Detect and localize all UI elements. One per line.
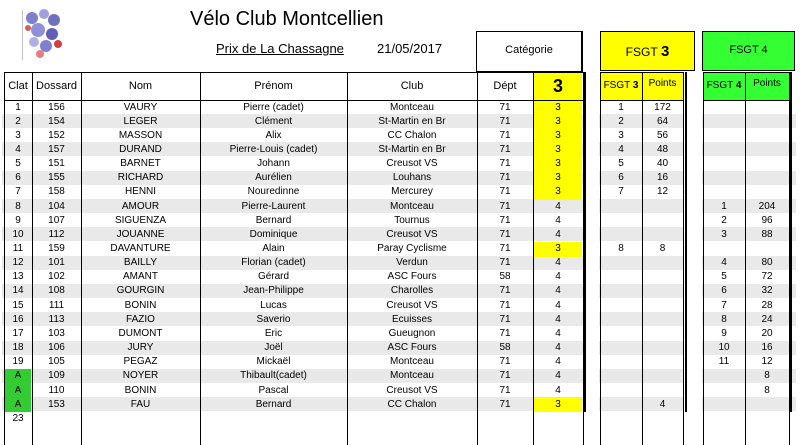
header-dept: Dépt (493, 80, 517, 92)
cell-prenom: Jean-Philippe (243, 285, 304, 297)
header-club: Club (400, 80, 424, 92)
cell-r3: 3 (618, 129, 624, 141)
cell-r4: 4 (721, 257, 727, 269)
cell-dept: 71 (499, 285, 511, 297)
cell-r4: 11 (718, 356, 730, 368)
header-prenom: Prénom (254, 80, 293, 92)
cell-cat: 4 (555, 342, 561, 354)
cell-p3: 12 (656, 186, 669, 198)
cell-p4: 88 (761, 228, 773, 240)
cell-prenom: Eric (264, 327, 283, 339)
fsgt3-label-num: 3 (661, 43, 670, 60)
cell-dossard: 101 (48, 257, 65, 269)
cell-club: Tournus (394, 214, 430, 226)
cell-prenom: Nouredinne (247, 186, 300, 198)
cell-clat: 18 (12, 342, 24, 354)
cell-p3: 40 (656, 158, 669, 170)
cell-prenom: Bernard (255, 398, 292, 410)
cell-prenom: Gérard (257, 271, 290, 283)
cell-r4: 5 (721, 271, 727, 283)
cell-clat: 6 (15, 172, 21, 184)
cell-club: St-Martin en Br (378, 115, 446, 127)
cell-prenom: Johann (257, 158, 290, 170)
header-fsgt3-points: Points (648, 78, 677, 89)
cell-club: Ecuisses (391, 313, 432, 325)
cell-prenom: Joël (264, 342, 283, 354)
cell-dept: 71 (499, 115, 511, 127)
column-gap (584, 72, 599, 412)
cell-dept: 71 (499, 101, 511, 113)
cell-p3: 4 (659, 398, 666, 410)
cell-cat: 4 (555, 214, 561, 226)
header-fsgt4-points: Points (753, 78, 781, 89)
header-fsgt3-num: 3 (632, 80, 639, 91)
cell-nom: RICHARD (117, 172, 164, 184)
cell-prenom: Alain (262, 243, 285, 254)
category-label: Catégorie (505, 44, 553, 56)
cell-cat: 4 (555, 313, 561, 325)
cell-r4: 9 (721, 327, 727, 339)
cell-dept: 71 (499, 158, 511, 170)
cell-nom: FAU (130, 398, 151, 410)
cell-p4: 24 (761, 313, 773, 325)
cell-dossard: 110 (48, 384, 65, 396)
cell-dossard: 158 (48, 186, 65, 198)
cell-clat: 16 (12, 313, 24, 325)
cell-cat: 4 (555, 356, 561, 368)
cell-cat: 4 (555, 299, 561, 311)
cell-prenom: Mickaël (256, 356, 291, 368)
cell-nom: HENNI (124, 186, 157, 198)
cell-cat: 4 (555, 200, 561, 212)
cell-nom: BONIN (124, 299, 157, 311)
cell-dossard: 103 (48, 327, 65, 339)
cell-prenom: Pascal (258, 384, 289, 396)
cell-p3: 16 (656, 172, 669, 184)
cell-dept: 71 (499, 228, 511, 240)
cell-cat: 4 (555, 228, 561, 240)
fsgt3-label-text: FSGT (625, 45, 658, 59)
cell-club: Creusot VS (386, 158, 438, 170)
cell-nom: PEGAZ (123, 356, 158, 368)
cell-p4: 28 (761, 299, 773, 311)
cell-dept: 71 (499, 370, 511, 382)
category-box (476, 31, 583, 73)
cell-nom: AMOUR (121, 200, 160, 212)
cell-nom: GOURGIN (116, 285, 165, 297)
cell-dossard: 109 (48, 370, 65, 382)
fsgt3-box (600, 31, 695, 71)
cell-cat: 3 (555, 115, 561, 127)
cell-cat: 3 (555, 143, 561, 155)
cell-cat: 4 (555, 271, 561, 283)
cell-clat: 4 (15, 143, 21, 155)
header-fsgt3-text: FSGT (603, 80, 633, 91)
cell-dept: 71 (499, 384, 511, 396)
cell-p4: 8 (764, 370, 770, 382)
race-name: Prix de La Chassagne (216, 41, 344, 56)
cell-dept: 58 (499, 271, 511, 283)
cell-dossard: 108 (48, 285, 65, 297)
cell-dossard: 107 (48, 214, 65, 226)
cell-dossard: 104 (48, 200, 65, 212)
cell-dept: 71 (499, 129, 511, 141)
cell-dept: 71 (499, 398, 511, 410)
header-fsgt4-text: FSGT (706, 80, 736, 91)
cell-dossard: 151 (48, 158, 65, 170)
cell-nom: AMANT (123, 271, 158, 283)
cell-cat: 3 (555, 243, 561, 254)
cell-club: ASC Fours (387, 342, 437, 354)
cell-r3: 5 (618, 158, 624, 170)
cell-r4: 2 (721, 214, 727, 226)
cell-club: Gueugnon (388, 327, 436, 339)
cell-prenom: Thibault(cadet) (240, 370, 307, 382)
cell-dept: 71 (499, 143, 511, 155)
cell-nom: SIGUENZA (114, 214, 167, 226)
cell-club: Paray Cyclisme (377, 243, 447, 254)
cell-p3: 56 (656, 129, 669, 141)
cell-clat: 5 (15, 158, 21, 170)
cell-dossard: 156 (48, 101, 65, 113)
cell-dossard: 106 (48, 342, 65, 354)
cell-p4: 20 (761, 327, 773, 339)
cell-dossard: 105 (48, 356, 65, 368)
cell-dept: 71 (499, 327, 511, 339)
cell-prenom: Pierre-Laurent (241, 200, 306, 212)
cell-nom: FAZIO (126, 313, 155, 325)
cell-club: Charolles (390, 285, 434, 297)
cell-prenom: Clément (254, 115, 293, 127)
fsgt3-label (601, 43, 694, 60)
cell-club: Mercurey (391, 186, 433, 198)
cell-cat: 4 (555, 285, 561, 297)
cell-r4: 7 (721, 299, 727, 311)
header-dossard: Dossard (36, 80, 77, 92)
grid-line (703, 72, 790, 73)
cell-club: CC Chalon (387, 129, 437, 141)
cell-cat: 4 (555, 384, 561, 396)
cell-dossard: 159 (48, 243, 65, 254)
cell-cat: 3 (555, 101, 561, 113)
cell-clat: 7 (15, 186, 21, 198)
cell-prenom: Dominique (249, 228, 298, 240)
cell-p4: 16 (761, 342, 773, 354)
cell-cat: 3 (555, 186, 561, 198)
header-fsgt3-rank (600, 80, 642, 91)
cell-clat: 8 (15, 200, 21, 212)
cell-club: Creusot VS (386, 299, 438, 311)
cell-r3: 4 (618, 143, 624, 155)
cell-clat: A (14, 370, 22, 382)
cell-dossard: 113 (48, 313, 65, 325)
cell-clat: 2 (15, 115, 21, 127)
cell-clat: 10 (12, 228, 24, 240)
cell-dossard: 111 (48, 299, 65, 311)
cell-dept: 71 (499, 200, 511, 212)
cell-dept: 71 (499, 243, 511, 254)
page-title: Vélo Club Montcellien (190, 8, 384, 30)
cell-nom: DAVANTURE (110, 243, 171, 254)
cell-clat: 13 (12, 271, 24, 283)
cell-dossard: 102 (48, 271, 65, 283)
grid-line (584, 72, 586, 412)
cell-p3: 48 (656, 143, 669, 155)
cell-club: Verdun (396, 257, 428, 269)
race-date: 21/05/2017 (377, 41, 443, 56)
cell-nom: NOYER (122, 370, 159, 382)
header-nom: Nom (128, 80, 153, 92)
cell-nom: BAILLY (123, 257, 158, 269)
cell-r4: 3 (721, 228, 727, 240)
cell-prenom: Florian (cadet) (241, 257, 306, 269)
fsgt4-label: FSGT 4 (729, 44, 768, 56)
cell-cat: 3 (555, 398, 561, 410)
cell-clat: A (14, 384, 22, 396)
cell-dept: 71 (499, 257, 511, 269)
cell-r4: 8 (721, 313, 727, 325)
cell-nom: JOUANNE (116, 228, 165, 240)
cell-dossard: 152 (48, 129, 65, 141)
grid-line (703, 100, 790, 101)
cell-prenom: Alix (265, 129, 282, 141)
cell-prenom: Pierre-Louis (cadet) (229, 143, 318, 155)
cell-p4: 80 (761, 257, 773, 269)
cell-dept: 71 (499, 186, 511, 198)
cell-clat: 19 (12, 356, 24, 368)
cell-r3: 7 (618, 186, 624, 198)
cell-club: CC Chalon (387, 398, 437, 410)
cell-nom: JURY (127, 342, 154, 354)
cell-dept: 71 (499, 356, 511, 368)
cell-nom: DURAND (119, 143, 162, 155)
cell-dept: 71 (499, 214, 511, 226)
cell-clat: 9 (15, 214, 21, 226)
cell-cat: 4 (555, 370, 561, 382)
cell-p3: 8 (659, 243, 666, 254)
cell-r3: 8 (618, 243, 624, 254)
club-logo (20, 2, 68, 66)
cell-r4: 10 (718, 342, 730, 354)
cell-dossard: 157 (48, 143, 65, 155)
cell-dossard: 153 (48, 398, 65, 410)
cell-nom: MASSON (118, 129, 163, 141)
cell-p4: 32 (761, 285, 773, 297)
cell-cat: 3 (555, 129, 561, 141)
cell-club: Montceau (390, 370, 434, 382)
cell-dept: 71 (499, 313, 511, 325)
cell-clat: 12 (12, 257, 24, 269)
fsgt4-box (702, 31, 795, 71)
cell-club: Montceau (390, 200, 434, 212)
cell-r3: 1 (618, 101, 624, 113)
cell-clat: 14 (12, 285, 24, 297)
cell-dept: 71 (499, 299, 511, 311)
cell-r3: 2 (618, 115, 624, 127)
cell-r4: 6 (721, 285, 727, 297)
cell-club: ASC Fours (387, 271, 437, 283)
header-fsgt4-rank (703, 80, 745, 91)
cell-nom: BARNET (120, 158, 161, 170)
cell-club: Montceau (390, 101, 434, 113)
cell-prenom: Bernard (255, 214, 292, 226)
cell-cat: 3 (555, 172, 561, 184)
grid-line (790, 72, 792, 412)
cell-p4: 204 (758, 200, 776, 212)
cell-club: Louhans (392, 172, 432, 184)
cell-clat: 3 (15, 129, 21, 141)
cell-clat: 1 (15, 101, 21, 113)
cell-prenom: Lucas (260, 299, 287, 311)
cell-dossard: 155 (48, 172, 65, 184)
cell-r3: 6 (618, 172, 624, 184)
cell-cat: 4 (555, 327, 561, 339)
cell-p4: 12 (761, 356, 773, 368)
cell-nom: VAURY (123, 101, 158, 113)
cell-p4: 72 (761, 271, 773, 283)
cell-dept: 58 (499, 342, 511, 354)
cell-p4: 8 (764, 384, 770, 396)
cell-dept: 71 (499, 172, 511, 184)
cell-p3: 172 (654, 101, 671, 113)
header-clat: Clat (8, 80, 28, 92)
cell-club: Creusot VS (386, 228, 438, 240)
cell-prenom: Aurélien (255, 172, 292, 184)
cell-clat: 23 (12, 412, 24, 424)
cell-cat: 3 (555, 158, 561, 170)
cell-p4: 96 (761, 214, 773, 226)
cell-r4: 1 (721, 200, 727, 212)
cell-p3: 64 (656, 115, 669, 127)
grid-line (683, 72, 684, 445)
cell-club: Creusot VS (386, 384, 438, 396)
cell-clat: 17 (12, 327, 24, 339)
cell-cat: 4 (555, 257, 561, 269)
cell-clat: 11 (12, 243, 24, 254)
header-fsgt4-num: 4 (735, 80, 742, 91)
cell-prenom: Saverio (256, 313, 291, 325)
cell-club: St-Martin en Br (378, 143, 446, 155)
cell-dossard: 154 (48, 115, 65, 127)
cell-clat: 15 (12, 299, 24, 311)
cell-nom: BONIN (124, 384, 157, 396)
cell-club: Montceau (390, 356, 434, 368)
cell-nom: LEGER (123, 115, 158, 127)
grid-line (4, 72, 584, 73)
header-category-value: 3 (552, 76, 563, 96)
cell-dossard: 112 (48, 228, 65, 240)
cell-nom: DUMONT (118, 327, 163, 339)
cell-prenom: Pierre (cadet) (243, 101, 304, 113)
grid-line (685, 72, 687, 412)
cell-clat: A (14, 398, 22, 410)
